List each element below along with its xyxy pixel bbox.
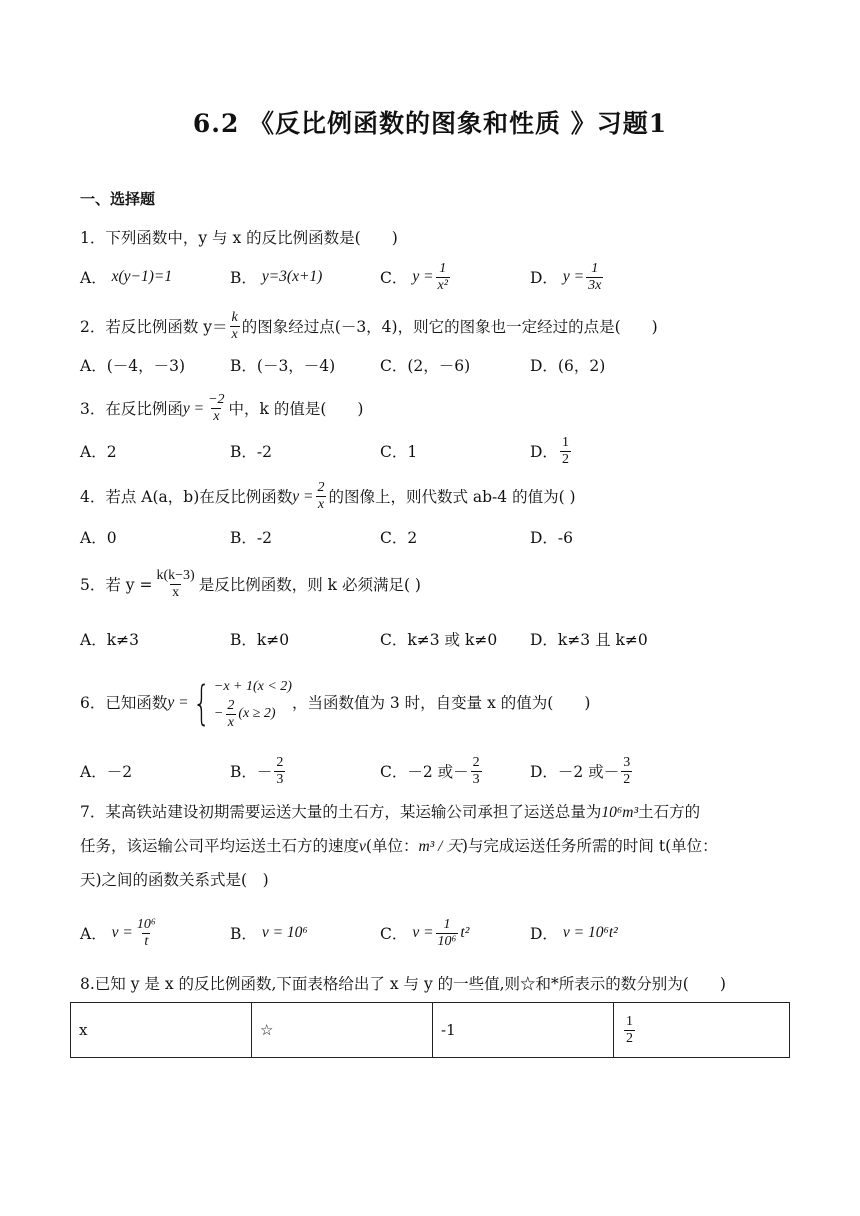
- option-expression: v = 10⁶t²: [562, 924, 618, 941]
- option-b: [230, 262, 322, 292]
- numerator: 1: [626, 1013, 633, 1029]
- option-label: A．: [80, 269, 107, 287]
- numerator: 1: [591, 260, 599, 276]
- page-title: 6.2 《反比例函数的图象和性质 》习题1: [192, 109, 668, 138]
- numerator: 3: [623, 754, 631, 770]
- option-c: C．(2，－6): [380, 357, 471, 375]
- option-c: [380, 262, 452, 292]
- question-7-line-2: [80, 834, 718, 859]
- denominator: x: [317, 497, 325, 512]
- stem-text: 7．某高铁站建设初期需要运送大量的土石方，某运输公司承担了运送总量为: [80, 803, 602, 821]
- formula-lhs: y =: [182, 399, 205, 417]
- fraction: [586, 261, 603, 294]
- question-3-options: [80, 436, 780, 466]
- numerator: 1: [439, 260, 447, 276]
- option-d: [530, 436, 573, 466]
- fraction: [621, 755, 632, 788]
- numerator: k: [231, 310, 238, 325]
- option-label: D．: [530, 269, 558, 287]
- stem-text: 土石方的: [638, 803, 701, 821]
- option-d: D．k≠3 且 k≠0: [530, 631, 648, 649]
- fraction: [206, 392, 226, 425]
- stem-text: 任务，该运输公司平均运送土石方的速度: [80, 837, 360, 855]
- denominator: 2: [561, 451, 569, 467]
- option-c: [380, 918, 469, 948]
- denominator: x: [213, 409, 220, 424]
- numerator: k(k−3): [156, 568, 195, 583]
- question-1-options: [80, 262, 780, 292]
- option-expression: t²: [460, 924, 470, 941]
- stem-text: (单位：: [365, 837, 419, 855]
- table-cell: x: [71, 1003, 252, 1058]
- question-7-line-3: 天)之间的函数关系式是( ): [80, 871, 269, 889]
- option-d: [530, 918, 618, 948]
- fraction: [135, 917, 158, 950]
- option-label: D．: [530, 443, 558, 461]
- value-table: [70, 1002, 790, 1058]
- table-cell: [614, 1003, 790, 1058]
- option-label: B．: [230, 925, 257, 943]
- option-label: A．: [80, 925, 107, 943]
- fraction: [560, 435, 571, 468]
- question-7-options: [80, 918, 780, 948]
- denominator: x: [231, 327, 238, 342]
- option-expression: y =: [562, 268, 585, 285]
- option-b: B．-2: [230, 529, 272, 547]
- option-c: C．k≠3 或 k≠0: [380, 631, 498, 649]
- numerator: 2: [276, 754, 284, 770]
- option-label: C．: [380, 925, 408, 943]
- question-1-stem: 1．下列函数中，y 与 x 的反比例函数是( ): [80, 229, 398, 247]
- table-cell: ☆: [252, 1003, 433, 1058]
- case-sign: −: [213, 706, 224, 721]
- stem-text: )与完成运送任务所需的时间 t(单位：: [461, 837, 718, 855]
- stem-text: ，当函数值为 3 时，自变量 x 的值为( ): [291, 694, 591, 712]
- option-b: B．-2: [230, 443, 272, 461]
- option-label: D．: [530, 925, 558, 943]
- option-c: C．1: [380, 443, 418, 461]
- question-7-line-1: [80, 800, 700, 825]
- fraction: [230, 310, 240, 343]
- option-b: [230, 918, 308, 948]
- question-2-options: [80, 350, 780, 380]
- option-a: A．－2: [80, 763, 133, 781]
- question-5-options: [80, 624, 780, 654]
- numerator: 2: [227, 697, 235, 713]
- option-b: [230, 756, 287, 786]
- stem-text: 是反比例函数，则 k 必须满足( ): [198, 575, 421, 594]
- question-6-stem: [80, 666, 590, 740]
- piecewise-cases: [214, 676, 292, 731]
- numerator: 10⁶: [136, 916, 156, 932]
- formula: 10⁶m³: [601, 804, 639, 821]
- option-b: B．(－3，－4): [230, 357, 336, 375]
- fraction: [154, 568, 196, 601]
- table-cell: -1: [433, 1003, 614, 1058]
- option-d: [530, 756, 634, 786]
- denominator: 2: [626, 1030, 633, 1046]
- denominator: 10⁶: [437, 933, 457, 949]
- option-expression: v =: [111, 924, 133, 941]
- option-expression: y=3(x+1): [261, 268, 323, 285]
- table-row: [71, 1003, 790, 1058]
- option-a: A．(－4，－3): [80, 357, 186, 375]
- option-expression: v = 10⁶: [261, 924, 308, 941]
- question-4-stem: [80, 480, 576, 513]
- stem-text: 3．在反比例函: [80, 399, 183, 418]
- numerator: −2: [208, 392, 225, 407]
- stem-text: 的图像上，则代数式 ab-4 的值为( ): [328, 487, 576, 506]
- option-a: A．0: [80, 529, 117, 547]
- stem-text: 的图象经过点(－3，4)，则它的图象也一定经过的点是( ): [241, 317, 658, 336]
- option-expression: y =: [412, 268, 434, 285]
- case-condition: (x ≥ 2): [238, 706, 276, 721]
- option-d: [530, 262, 605, 292]
- option-expression: x(y−1)=1: [111, 268, 173, 285]
- fraction: [471, 755, 482, 788]
- denominator: t: [144, 933, 149, 949]
- option-a: [80, 918, 160, 948]
- denominator: x: [172, 585, 180, 600]
- numerator: 1: [561, 434, 569, 450]
- denominator: 3x: [588, 277, 602, 293]
- question-4-options: [80, 522, 780, 552]
- fraction: [225, 698, 236, 731]
- option-d: D．(6，2): [530, 357, 606, 375]
- option-b: B．k≠0: [230, 631, 290, 649]
- case-2: [214, 698, 292, 731]
- brace-symbol: {: [192, 676, 211, 730]
- option-expression: v =: [412, 924, 434, 941]
- option-a: A．k≠3: [80, 631, 139, 649]
- formula-lhs: y =: [292, 487, 314, 505]
- formula: v: [359, 838, 366, 855]
- stem-text: 中，k 的值是( ): [228, 399, 364, 418]
- denominator: x²: [437, 277, 448, 293]
- fraction: [624, 1014, 635, 1047]
- option-label: B．: [230, 269, 257, 287]
- denominator: 3: [276, 771, 284, 787]
- option-label: C．－2 或－: [380, 763, 469, 781]
- question-3-stem: [80, 392, 363, 425]
- option-d: D．-6: [530, 529, 574, 547]
- fraction: [315, 480, 326, 513]
- fraction: [436, 261, 450, 294]
- numerator: 2: [317, 480, 325, 495]
- option-label: B．－: [230, 763, 273, 781]
- option-a: A．2: [80, 443, 117, 461]
- formula: m³ / 天: [418, 838, 462, 855]
- question-2-stem: [80, 310, 658, 343]
- question-8-stem: 8.已知 y 是 x 的反比例函数,下面表格给出了 x 与 y 的一些值,则☆和*所表示的数分别为( ): [80, 975, 726, 993]
- option-label: D．－2 或－: [530, 763, 620, 781]
- stem-text: 6．已知函数: [80, 694, 168, 712]
- section-heading: 一、选择题: [80, 190, 156, 208]
- option-c: [380, 756, 484, 786]
- denominator: 2: [623, 771, 631, 787]
- denominator: x: [227, 714, 234, 730]
- case-1: −x + 1(x < 2): [213, 678, 292, 694]
- question-6-options: [80, 756, 780, 786]
- stem-text: 5．若 y =: [80, 575, 153, 594]
- option-label: C．: [380, 269, 408, 287]
- option-c: C．2: [380, 529, 418, 547]
- stem-text: 2．若反比例函数 y＝: [80, 317, 228, 336]
- formula-lhs: y =: [167, 694, 189, 711]
- option-a: [80, 262, 172, 292]
- question-5-stem: [80, 568, 421, 601]
- fraction: [436, 917, 459, 950]
- fraction: [274, 755, 285, 788]
- stem-text: 4．若点 A(a，b)在反比例函数: [80, 487, 293, 506]
- denominator: 3: [472, 771, 480, 787]
- numerator: 1: [443, 916, 451, 932]
- numerator: 2: [472, 754, 480, 770]
